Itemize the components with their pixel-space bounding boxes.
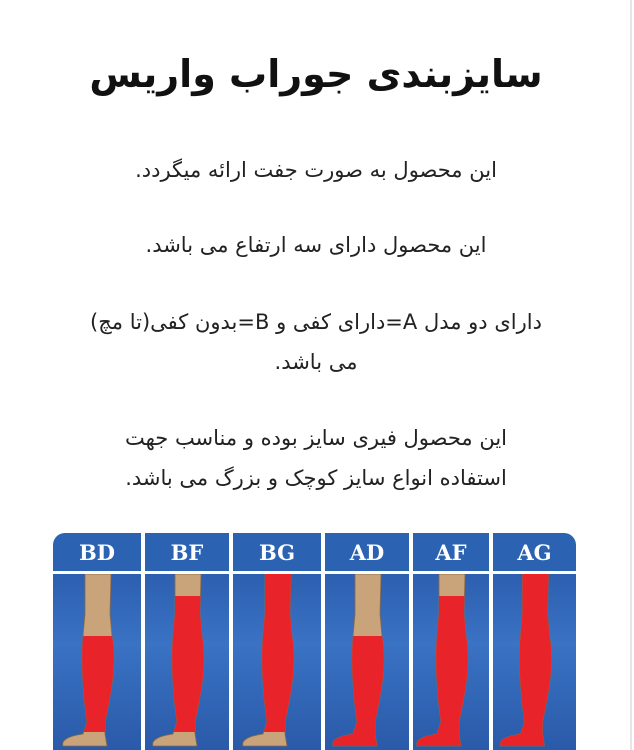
size-label-bf: BF: [145, 533, 229, 571]
page-title: سایزبندی جوراب واریس: [89, 52, 543, 96]
leg-illustration-bf: [145, 574, 229, 750]
leg-illustration-bg: [233, 574, 321, 750]
info-free-size-line2: استفاده انواع سایز کوچک و بزرگ می باشد.: [125, 466, 507, 490]
size-label-ag: AG: [493, 533, 576, 571]
leg-icon-af: [413, 574, 489, 750]
size-column-ag: [493, 533, 576, 750]
leg-icon-bf: [145, 574, 229, 750]
stocking: [493, 574, 576, 746]
info-heights: این محصول دارای سه ارتفاع می باشد.: [145, 233, 487, 257]
stocking: [167, 596, 229, 732]
leg-icon-ad: [325, 574, 409, 750]
size-label-bg: BG: [233, 533, 321, 571]
info-free-size-line1: این محصول فیری سایز بوده و مناسب جهت: [124, 426, 507, 450]
size-label-bd: BD: [53, 533, 141, 571]
leg-illustration-af: [413, 574, 489, 750]
leg-icon-bg: [233, 574, 321, 750]
size-column-bd: [53, 533, 141, 750]
info-models-line2: می باشد.: [274, 350, 358, 374]
size-label-ad: AD: [325, 533, 409, 571]
stocking: [413, 596, 489, 746]
info-models-line1: دارای دو مدل A=دارای کفی و B=بدون کفی(تا مچ): [90, 310, 542, 334]
leg-illustration-ag: [493, 574, 576, 750]
leg-icon-ag: [493, 574, 576, 750]
size-label-af: AF: [413, 533, 489, 571]
info-models: [40, 302, 592, 382]
leg-illustration-bd: [53, 574, 141, 750]
stocking: [77, 636, 141, 732]
size-column-af: [413, 533, 489, 750]
stocking: [325, 636, 409, 746]
size-column-bg: [233, 533, 321, 750]
size-column-ad: [325, 533, 409, 750]
info-free-size: [40, 418, 592, 498]
leg-illustration-ad: [325, 574, 409, 750]
size-chart: [53, 533, 576, 750]
size-column-bf: [145, 533, 229, 750]
leg-icon-bd: [53, 574, 141, 750]
info-pair: این محصول به صورت جفت ارائه میگردد.: [135, 158, 497, 182]
stocking: [257, 574, 321, 732]
